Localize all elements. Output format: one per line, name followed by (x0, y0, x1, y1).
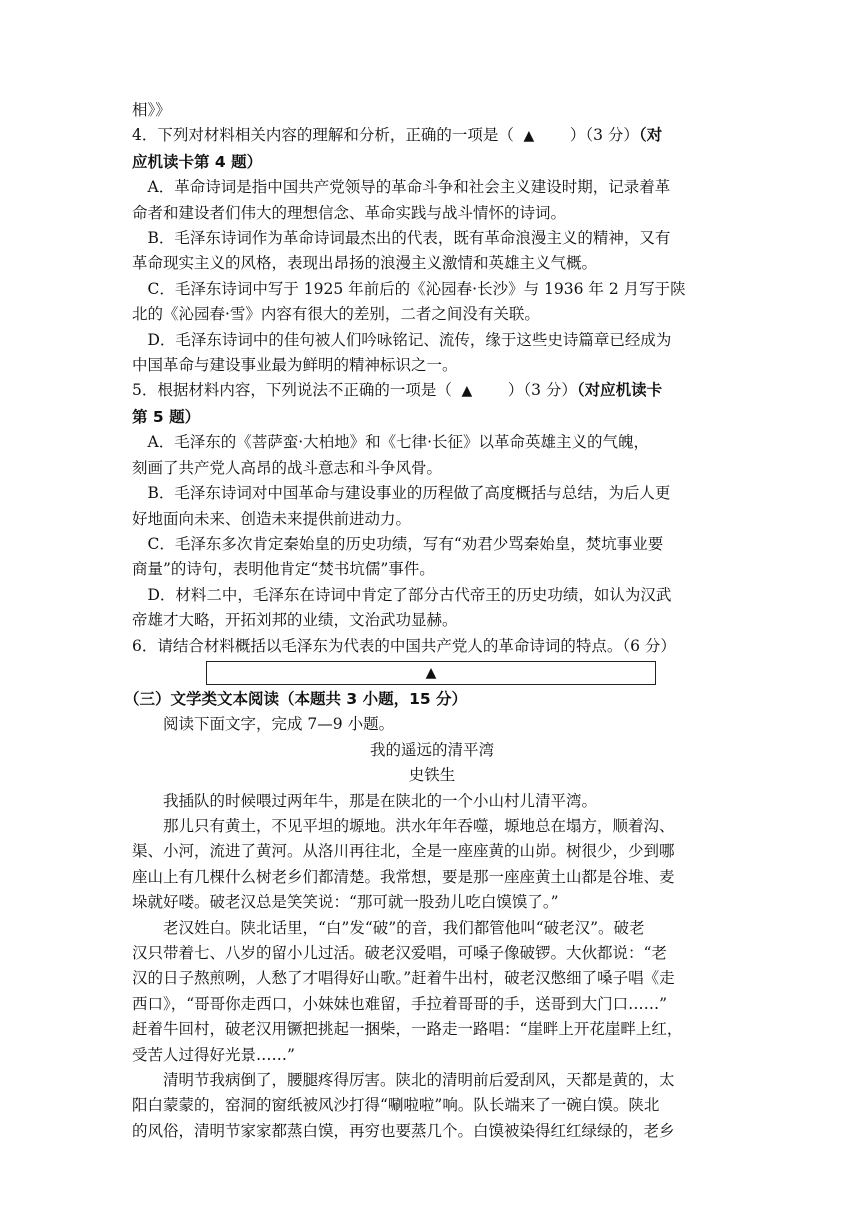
paragraph-line: 渠、小河，流进了黄河。从洛川再往北，全是一座座黄的山峁。树很少，少到哪 (132, 842, 675, 861)
q4-stem-text: 4．下列对材料相关内容的理解和分析，正确的一项是（ (132, 126, 514, 145)
q4-option-b-line2: 革命现实主义的风格，表现出昂扬的浪漫主义激情和英雄主义气概。 (132, 254, 598, 273)
q5-card-ref: （对应机读卡 (576, 381, 663, 400)
top-fragment: 相》》 (132, 101, 171, 119)
q6-stem: 6．请结合材料概括以毛泽东为代表的中国共产党人的革命诗词的特点。（6 分） (132, 636, 676, 655)
q5-score: ）（3 分） (507, 381, 577, 400)
q5-option-a (132, 430, 732, 481)
paragraph-line: 垛就好喽。破老汉总是笑笑说：“那可就一股劲儿吃白馍馍了。” (132, 893, 559, 912)
paragraph-line: 座山上有几棵什么树老乡们都清楚。我常想，要是那一座座黄土山都是谷堆、麦 (132, 867, 675, 886)
q5-card-ref-cont: 第 5 题） (132, 407, 201, 426)
q4-option-d-line2: 中国革命与建设事业最为鲜明的精神标识之一。 (132, 356, 458, 375)
paragraph-line: 赶着牛回村，破老汉用镢把挑起一捆柴，一路走一路唱：“崖畔上开花崖畔上红， (132, 1020, 683, 1039)
q6-answer-marker: ▲ (425, 664, 437, 681)
article-paragraph-4 (132, 1068, 732, 1144)
q5-stem-text: 5．根据材料内容，下列说法不正确的一项是（ (132, 381, 452, 400)
q5-option-d (132, 583, 732, 634)
paragraph-line: 西口》，“哥哥你走西口，小妹妹也难留，手拉着哥哥的手，送哥到大门口……” (132, 994, 668, 1013)
paragraph-line: 受苦人过得好光景……” (132, 1045, 295, 1064)
paragraph-line: 那儿只有黄土，不见平坦的塬地。洪水年年吞噬，塬地总在塌方，顺着沟、 (163, 816, 675, 835)
section-3-instruction: 阅读下面文字，完成 7—9 小题。 (163, 715, 395, 734)
q5-stem (132, 378, 732, 404)
article-paragraph-2 (132, 814, 732, 916)
q4-option-c (132, 277, 732, 328)
q6-answer-box[interactable] (206, 661, 656, 685)
q4-option-d-line1: D．毛泽东诗词中的佳句被人们吟咏铭记、流传，缘于这些史诗篇章已经成为 (147, 330, 672, 349)
q4-score: ）（3 分） (569, 126, 639, 145)
q4-option-a (132, 175, 732, 226)
q5-option-d-line2: 帝雄才大略，开拓刘邦的业绩，文治武功显赫。 (132, 611, 458, 630)
q5-answer-marker: ▲ (461, 383, 473, 400)
article-paragraph-3 (132, 916, 732, 1068)
paragraph-line: 老汉姓白。陕北话里，“白”发“破”的音，我们都管他叫“破老汉”。破老 (163, 918, 645, 937)
q4-answer-marker: ▲ (523, 128, 535, 145)
q5-option-a-line2: 刻画了共产党人高昂的战斗意志和斗争风骨。 (132, 458, 443, 477)
q4-stem (132, 123, 732, 149)
q5-option-d-line1: D．材料二中，毛泽东在诗词中肯定了部分古代帝王的历史功绩，如认为汉武 (147, 585, 672, 604)
q5-option-b-line1: B．毛泽东诗词对中国革命与建设事业的历程做了高度概括与总结，为后人更 (147, 484, 671, 503)
q5-option-b (132, 481, 732, 532)
q4-option-d (132, 328, 732, 379)
paragraph-line: 清明节我病倒了，腰腿疼得厉害。陕北的清明前后爱刮风，天都是黄的，太 (163, 1071, 675, 1090)
paragraph-line: 我插队的时候喂过两年牛，那是在陕北的一个小山村儿清平湾。 (163, 791, 598, 810)
q4-option-a-line1: A．革命诗词是指中国共产党领导的革命斗争和社会主义建设时期，记录着革 (147, 178, 671, 197)
paragraph-line: 汉的日子熬煎咧，人愁了才唱得好山歌。”赶着牛出村，破老汉憋细了嗓子唱《走 (132, 969, 675, 988)
document-body (124, 98, 732, 1144)
paragraph-line: 的风俗，清明节家家都蒸白馍，再穷也要蒸几个。白馍被染得红红绿绿的，老乡 (132, 1121, 675, 1140)
q4-option-c-line2: 北的《沁园春·雪》内容有很大的差别，二者之间没有关联。 (132, 305, 540, 324)
q5-option-c (132, 532, 732, 583)
q4-option-a-line2: 命者和建设者们伟大的理想信念、革命实践与战斗情怀的诗词。 (132, 203, 567, 222)
q4-card-ref: （对 (638, 126, 663, 145)
article-paragraph-1 (132, 789, 732, 814)
paragraph-line: 汉只带着七、八岁的留小儿过活。破老汉爱唱，可嗓子像破锣。大伙都说：“老 (132, 944, 667, 962)
paragraph-line: 阳白蒙蒙的，窑洞的窗纸被风沙打得“唰啦啦”响。队长端来了一碗白馍。陕北 (132, 1096, 660, 1115)
article-title: 我的遥远的清平湾 (369, 740, 494, 759)
q5-option-b-line2: 好地面向未来、创造未来提供前进动力。 (132, 509, 412, 528)
q5-option-c-line1: C．毛泽东多次肯定秦始皇的历史功绩，写有“劝君少骂秦始皇，焚坑事业要 (147, 534, 664, 553)
q4-option-c-line1: C．毛泽东诗词中写于 1925 年前后的《沁园春·长沙》与 1936 年 2 月写于陕 (147, 279, 686, 298)
section-3-title: （三）文学类文本阅读（本题共 3 小题，15 分） (124, 689, 468, 708)
article-author: 史铁生 (408, 766, 456, 785)
q4-option-b-line1: B．毛泽东诗词作为革命诗词最杰出的代表，既有革命浪漫主义的精神，又有 (147, 229, 671, 248)
q5-option-c-line2: 商量”的诗句，表明他肯定“焚书坑儒”事件。 (132, 560, 435, 579)
q5-option-a-line1: A．毛泽东的《菩萨蛮·大柏地》和《七律·长征》以革命英雄主义的气魄， (147, 433, 650, 452)
q4-card-ref-cont: 应机读卡第 4 题） (132, 152, 263, 171)
q4-option-b (132, 226, 732, 277)
